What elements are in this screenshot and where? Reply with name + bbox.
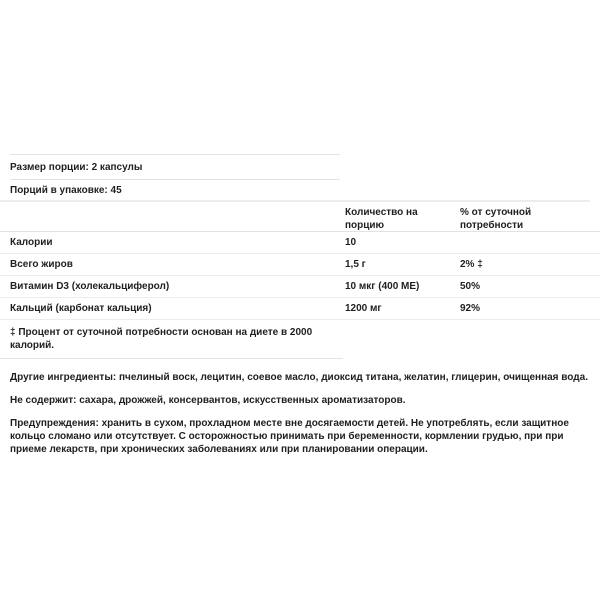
column-header-amount: Количество на порцию xyxy=(345,207,418,231)
facts-table-header xyxy=(0,202,600,232)
servings-per-container: Порций в упаковке: 45 xyxy=(10,184,122,196)
nutrient-name: Всего жиров xyxy=(10,259,73,270)
table-row-total-fat xyxy=(0,254,600,276)
table-row-calories xyxy=(0,232,600,254)
nutrient-dv: 92% xyxy=(460,303,481,314)
nutrient-name: Кальций (карбонат кальция) xyxy=(10,303,152,314)
daily-value-footnote: ‡ Процент от суточной потребности основан на диете в 2000 калорий. xyxy=(10,327,313,351)
table-row-calcium xyxy=(0,298,600,320)
column-header-daily-value: % от суточной потребности xyxy=(460,207,532,231)
divider-footnote-bottom xyxy=(0,358,343,359)
supplement-facts-label xyxy=(0,154,600,456)
nutrient-amount: 10 мкг (400 МЕ) xyxy=(345,281,420,292)
other-ingredients: Другие ингредиенты: пчелиный воск, лецитин, соевое масло, диоксид титана, желатин, глицерин, очищенная вода. xyxy=(10,372,588,383)
nutrient-name: Витамин D3 (холекальциферол) xyxy=(10,281,170,292)
nutrient-amount: 1200 мг xyxy=(345,303,382,314)
header-spacer xyxy=(10,202,345,206)
serving-size: Размер порции: 2 капсулы xyxy=(10,161,143,173)
nutrient-dv xyxy=(460,232,600,253)
nutrient-dv: 2% ‡ xyxy=(460,259,483,270)
nutrient-dv: 50% xyxy=(460,281,481,292)
nutrient-amount: 1,5 г xyxy=(345,259,366,270)
does-not-contain: Не содержит: сахара, дрожжей, консервантов, искусственных ароматизаторов. xyxy=(10,395,406,406)
nutrient-name: Калории xyxy=(10,237,53,248)
warnings: Предупреждения: хранить в сухом, прохладном месте вне досягаемости детей. Не употреблять, если защитное кольцо сломано или отсутствует. С осторожностью принимать при беременности, кормлении грудью, при при приеме лекарств, при хронических заболеваниях или при планировании операции. xyxy=(10,418,569,455)
table-row-vitamin-d3 xyxy=(0,276,600,298)
nutrient-amount: 10 xyxy=(345,237,357,248)
